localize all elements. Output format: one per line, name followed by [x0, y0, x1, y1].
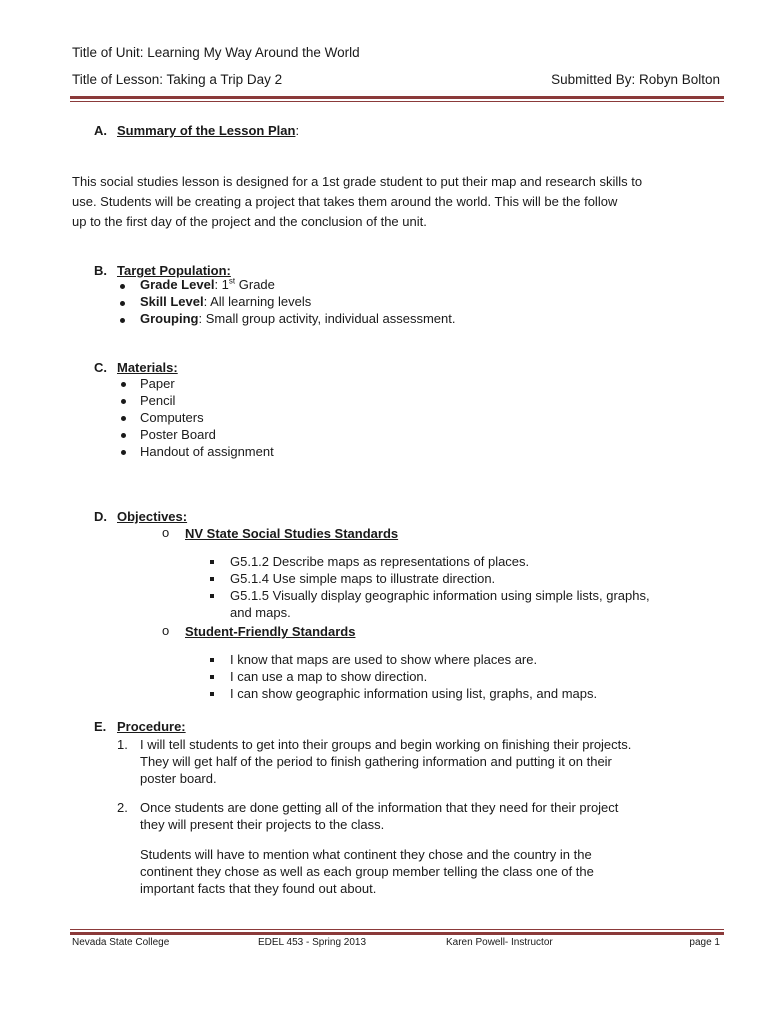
standards-heading: NV State Social Studies Standards [185, 526, 399, 541]
bullet-icon [121, 450, 126, 455]
step-followup-line: Students will have to mention what continent they chose and the country in the [140, 847, 592, 862]
list-item: Skill Level: All learning levels [140, 294, 312, 309]
standard-item: I can use a map to show direction. [230, 669, 428, 684]
square-bullet-icon [210, 658, 214, 662]
list-item: Grouping: Small group activity, individual assessment. [140, 311, 456, 326]
section-heading: Summary of the Lesson Plan: [117, 123, 300, 138]
footer-rule-thick [70, 932, 724, 935]
square-bullet-icon [210, 560, 214, 564]
footer-page-number: page 1 [689, 937, 720, 948]
materials-item: Handout of assignment [140, 444, 274, 459]
footer-rule-thin [70, 929, 724, 930]
standard-item: G5.1.4 Use simple maps to illustrate direction. [230, 571, 496, 586]
materials-item: Poster Board [140, 427, 216, 442]
sub-bullet-marker: o [162, 525, 170, 540]
materials-item: Paper [140, 376, 175, 391]
footer-course: EDEL 453 - Spring 2013 [258, 937, 367, 948]
section-letter: C. [94, 360, 107, 375]
footer-instructor: Karen Powell- Instructor [446, 937, 553, 948]
bullet-icon [121, 433, 126, 438]
section-letter: D. [94, 509, 107, 524]
unit-title: Title of Unit: Learning My Way Around the World [72, 45, 360, 60]
section-heading: Target Population: [117, 263, 231, 278]
footer-college: Nevada State College [72, 937, 170, 948]
bullet-icon [121, 382, 126, 387]
section-letter: A. [94, 123, 107, 138]
section-heading: Materials: [117, 360, 178, 375]
step-line: They will get half of the period to finish gathering information and putting it on their [140, 754, 612, 769]
step-number: 1. [117, 737, 128, 752]
bullet-icon [120, 284, 125, 289]
step-line: Once students are done getting all of the information that they need for their project [140, 800, 619, 815]
standard-item: I know that maps are used to show where places are. [230, 652, 538, 667]
lesson-title: Title of Lesson: Taking a Trip Day 2 [72, 72, 283, 87]
bullet-icon [121, 416, 126, 421]
standard-item: G5.1.5 Visually display geographic information using simple lists, graphs, [230, 588, 650, 603]
list-item: Grade Level: 1st Grade [140, 276, 275, 292]
square-bullet-icon [210, 594, 214, 598]
bullet-icon [120, 301, 125, 306]
step-followup-line: important facts that they found out about. [140, 881, 377, 896]
step-line: I will tell students to get into their groups and begin working on finishing their projects. [140, 737, 632, 752]
section-letter: B. [94, 263, 107, 278]
paragraph-line: This social studies lesson is designed for a 1st grade student to put their map and research skills to [72, 174, 643, 189]
sub-bullet-marker: o [162, 623, 170, 638]
header-rule-thick [70, 96, 724, 99]
standard-item: G5.1.2 Describe maps as representations of places. [230, 554, 530, 569]
standard-item: I can show geographic information using list, graphs, and maps. [230, 686, 598, 701]
paragraph-line: use. Students will be creating a project that takes them around the world. This will be the follow [72, 194, 618, 209]
step-line: poster board. [140, 771, 217, 786]
section-heading: Procedure: [117, 719, 186, 734]
step-line: they will present their projects to the class. [140, 817, 385, 832]
bullet-icon [121, 399, 126, 404]
step-number: 2. [117, 800, 128, 815]
student-friendly-heading: Student-Friendly Standards [185, 624, 356, 639]
materials-item: Pencil [140, 393, 176, 408]
standard-item-continued: and maps. [230, 605, 291, 620]
step-followup-line: continent they chose as well as each group member telling the class one of the [140, 864, 594, 879]
bullet-icon [120, 318, 125, 323]
submitted-by: Submitted By: Robyn Bolton [551, 72, 720, 87]
header-rule-thin [70, 101, 724, 102]
paragraph-line: up to the first day of the project and the conclusion of the unit. [72, 214, 427, 229]
section-letter: E. [94, 719, 107, 734]
square-bullet-icon [210, 675, 214, 679]
square-bullet-icon [210, 692, 214, 696]
square-bullet-icon [210, 577, 214, 581]
section-heading: Objectives: [117, 509, 188, 524]
materials-item: Computers [140, 410, 204, 425]
